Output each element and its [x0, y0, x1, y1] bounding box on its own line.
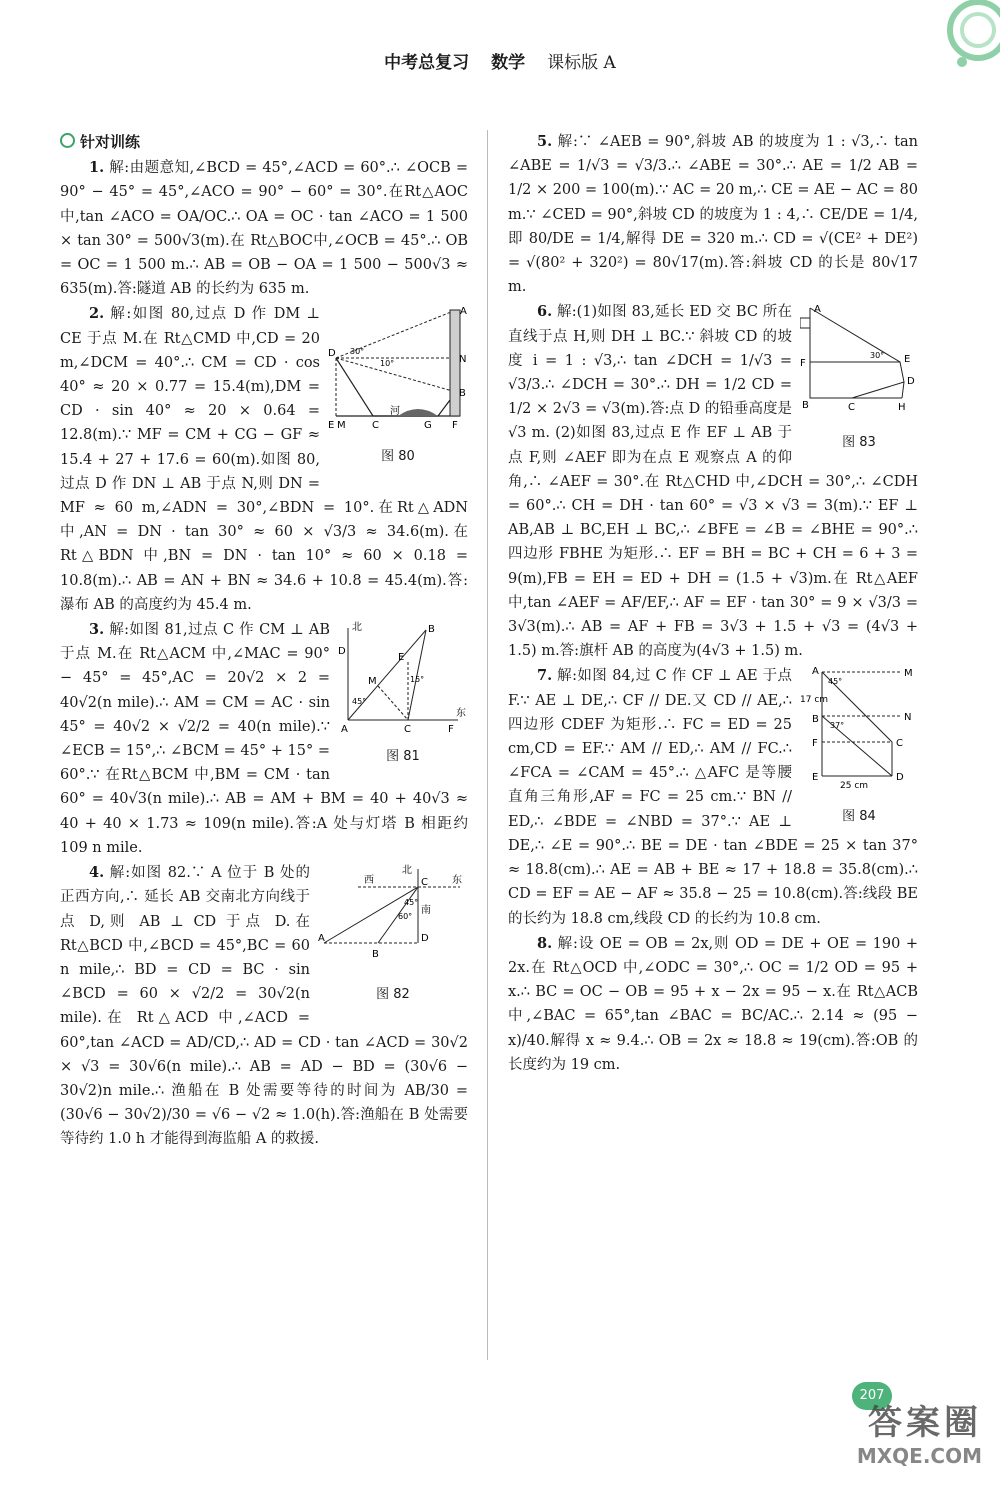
- figure-82: [318, 863, 468, 1007]
- solution-text: 解:如图 81,过点 C 作 CM ⊥ AB 于点 M.在 Rt△ACM 中,∠MAC = 90° − 45° = 45°,AC = 20√2 × 2 = 40√2(n mile).∴ AM = CM = AC · sin 45° = 40√2 × √2/2 = 40(n mile).∵ ∠ECB = 15°,∴ ∠BCM = 45° + 15° = 60°.∵ 在Rt△BCM 中,BM = CM · tan 60° = 40√3(n mile).∴ AB = AM + BM = 40 + 40√3 ≈ 40 + 40 × 1.73 ≈ 109(n mile).答:A 处与灯塔 B 相距约 109 n mile.: [60, 622, 468, 856]
- solution-text: 解:设 OE = OB = 2x,则 OD = DE + OE = 190 + 2x.在 Rt△OCD 中,∠ODC = 30°,∴ OC = 1/2 OD = 95 + x.∴ BC = OC − OB = 95 + x − 2x = 95 − x.在 Rt△ACB 中,∠BAC = 65°,tan ∠BAC = BC/AC.∴ 2.14 ≈ (95 − x)/40.解得 x ≈ 9.4.∴ OB = 2x ≈ 18.8 ≈ 19(cm).答:OB 的长度约为 19 cm.: [508, 935, 918, 1073]
- fig82-label: 60°: [398, 912, 413, 922]
- fig81-label: D: [338, 646, 346, 658]
- page-header: [0, 48, 1000, 73]
- solution-5: [508, 130, 918, 299]
- header-edition: 课标版 A: [547, 53, 616, 73]
- solution-number: 2.: [89, 305, 105, 323]
- fig83-label: 30°: [870, 351, 885, 361]
- fig82-label: A: [318, 933, 325, 945]
- fig80-label: F: [452, 420, 458, 432]
- solution-text: 解:∵ ∠AEB = 90°,斜坡 AB 的坡度为 1 : √3,∴ tan ∠ABE = 1/√3 = √3/3.∴ ∠ABE = 30°.∴ AE = 1/2 AB = 1/2 × 200 = 100(m).∵ AC = 20 m,∴ CE = AE − AC = 80 m.∵ ∠CED = 90°,斜坡 CD 的坡度为 1 : 4,∴ CE/DE = 1/4,即 80/DE = 1/4,解得 DE = 320 m.∴ CD = √(CE² + DE²) = √(80² + 320²) = 80√17(m).答:斜坡 CD 的长是 80√17 m.: [508, 134, 919, 296]
- figure-caption: 图 81: [386, 749, 420, 765]
- figure-81: [338, 620, 468, 769]
- header-title: 中考总复习: [384, 53, 470, 73]
- fig81-label: B: [428, 624, 435, 636]
- fig84-label: F: [812, 738, 818, 750]
- watermark: [857, 1395, 982, 1468]
- fig82-label: D: [421, 933, 429, 945]
- solution-text: 解:(1)如图 83,延长 ED 交 BC 所在直线于点 H,则 DH ⊥ BC.∵ 斜坡 CD 的坡度 i = 1 : √3,∴ tan ∠DCH = 1/√3 = √3/3.∴ ∠DCH = 30°.∴ DH = 1/2 CD = 1/2 × 2√3 = √3(m).答:点 D 的铅垂高度是 √3 m. (2)如图 83,过点 E 作 EF ⊥ AB 于点 F,则 ∠AEF 即为在点 E 观察点 A 的仰角,∴ ∠AEF = 30°.在 Rt△CHD 中,∠DCH = 30°,∴ ∠CDH = 60°.∴ CH = DH · tan 60° = √3 × √3 = 3(m).∵ EF ⊥ AB,AB ⊥ BC,EH ⊥ BC,∴ ∠BFE = ∠B = ∠BHE = 90°.∴ 四边形 FBHE 为矩形.∴ EF = BH = BC + CH = 6 + 3 = 9(m),FB = EH = ED + DH = (1.5 + √3)m.在 Rt△AEF 中,tan ∠AEF = AF/EF,∴ AF = EF · tan 30° = 9 × √3/3 = 3√3(m).∴ AB = AF + FB = 3√3 + 1.5 + √3 = (4√3 + 1.5) m.答:旗杆 AB 的高度为(4√3 + 1.5) m.: [508, 304, 918, 660]
- fig84-label: 25 cm: [840, 781, 869, 792]
- fig82-label: 45°: [404, 898, 419, 908]
- right-column: [508, 130, 918, 1078]
- fig80-label: M: [337, 420, 346, 432]
- figure-caption: 图 84: [842, 808, 876, 824]
- fig82-label: 西: [364, 875, 374, 887]
- fig82-label: B: [372, 949, 379, 961]
- figure-caption: 图 80: [381, 448, 415, 464]
- fig84-label: 37°: [830, 721, 845, 731]
- fig83-label: B: [802, 400, 809, 412]
- fig81-label: M: [368, 676, 377, 688]
- watermark-logo-text: 答案圈: [868, 1403, 982, 1443]
- fig84-label: 45°: [828, 677, 843, 687]
- solution-number: 4.: [89, 864, 105, 882]
- fig80-label: D: [328, 348, 336, 360]
- solution-1: [60, 156, 468, 301]
- figure-81-diagram: [338, 620, 468, 735]
- fig84-label: A: [812, 666, 819, 678]
- fig81-label: C: [404, 724, 411, 736]
- fig80-label: 10°: [380, 359, 395, 369]
- solution-text: 解:如图 80,过点 D 作 DM ⊥ CE 于点 M.在 Rt△CMD 中,CD = 20 m,∠DCM = 40°.∴ CM = CD · cos 40° ≈ 20 × 0.77 = 15.4(m),DM = CD · sin 40° ≈ 20 × 0.64 = 12.8(m).∵ MF = CM + CG − GF ≈ 15.4 + 27 + 17.6 = 60(m).如图 80,过点 D 作 DN ⊥ AB 于点 N,则 DN = MF ≈ 60 m,∠ADN = 30°,∠BDN = 10°.在Rt△ADN 中,AN = DN · tan 30° ≈ 60 × √3/3 ≈ 34.6(m).在Rt△BDN 中,BN = DN · tan 10° ≈ 60 × 0.18 = 10.8(m).∴ AB = AN + BN ≈ 34.6 + 10.8 = 45.4(m).答:瀑布 AB 的高度约为 45.4 m.: [60, 306, 468, 613]
- figure-83: [800, 302, 918, 454]
- figure-82-diagram: [318, 863, 468, 973]
- solution-number: 1.: [89, 159, 105, 177]
- fig83-label: H: [898, 402, 906, 414]
- fig84-label: E: [812, 772, 819, 784]
- fig81-label: A: [341, 724, 348, 736]
- section-bullet-icon: [60, 133, 75, 148]
- figure-80: [328, 304, 468, 468]
- figure-caption: 图 82: [376, 987, 410, 1003]
- fig80-label: N: [459, 354, 467, 366]
- section-heading: [60, 130, 468, 154]
- left-column: [60, 130, 468, 1153]
- solution-number: 3.: [89, 621, 105, 639]
- fig83-label: C: [848, 402, 855, 414]
- section-title: 针对训练: [80, 133, 141, 151]
- fig82-label: 东: [452, 875, 462, 887]
- fig82-label: 北: [402, 865, 412, 877]
- fig84-label: N: [904, 712, 912, 724]
- watermark-url: MXQE.COM: [856, 1444, 982, 1468]
- fig82-label: 南: [421, 905, 431, 917]
- fig81-label: 北: [352, 622, 362, 634]
- figure-caption: 图 83: [842, 434, 876, 450]
- corner-decoration-icon: [900, 0, 1000, 90]
- solution-text: 解:如图 82.∵ A 位于 B 处的正西方向,∴ 延长 AB 交南北方向线于点 D,则 AB ⊥ CD 于点 D.在 Rt△BCD 中,∠BCD = 45°,BC = 60 n mile,∴ BD = CD = BC · sin ∠BCD = 60 × √2/2 = 30√2(n mile).在 Rt△ACD 中,∠ACD = 60°,tan ∠ACD = AD/CD,∴ AD = CD · tan ∠ACD = 30√2 × √3 = 30√6(n mile).∴ AB = AD − BD = (30√6 − 30√2)n mile.∴ 渔船在 B 处需要等待的时间为 AB/30 = (30√6 − 30√2)/30 = √6 − √2 ≈ 1.0(h).答:渔船在 B 处需要等待约 1.0 h 才能得到海监船 A 的救援.: [60, 865, 468, 1148]
- solution-number: 6.: [537, 303, 553, 321]
- fig80-label: G: [424, 420, 432, 432]
- figure-84: [800, 666, 918, 828]
- page-number: 207: [852, 1382, 892, 1410]
- column-divider: [487, 130, 488, 1360]
- fig84-label: C: [896, 738, 903, 750]
- fig82-label: C: [421, 877, 428, 889]
- figure-84-diagram: [800, 666, 918, 794]
- figure-80-diagram: [328, 304, 468, 434]
- fig84-label: M: [904, 668, 913, 680]
- solution-number: 7.: [537, 667, 553, 685]
- figure-83-diagram: [800, 302, 918, 420]
- fig80-label: B: [459, 388, 466, 400]
- fig80-label: C: [372, 420, 379, 432]
- fig80-label: A: [460, 306, 467, 318]
- fig83-label: D: [907, 376, 915, 388]
- fig83-label: A: [814, 304, 821, 316]
- solution-text: 解:如图 84,过 C 作 CF ⊥ AE 于点 F.∵ AE ⊥ DE,∴ CF // DE.又 CD // AE,∴ 四边形 CDEF 为矩形.∴ FC = ED = 25 cm,CD = EF.∵ AM // ED,∴ AM // FC.∴ ∠FCA = ∠CAM = 45°.∴ △AFC 是等腰直角三角形,AF = FC = 25 cm.∵ BN // ED,∴ ∠BDE = ∠NBD = 37°.∵ AE ⊥ DE,∴ ∠E = 90°.∴ BE = DE · tan ∠BDE = 25 × tan 37° ≈ 18.8(cm).∴ AE = AB + BE ≈ 17 + 18.8 = 35.8(cm).∴ CD = EF = AE − AF ≈ 35.8 − 25 = 10.8(cm).答:线段 BE 的长约为 18.8 cm,线段 CD 的长约为 10.8 cm.: [508, 668, 918, 927]
- fig83-label: E: [904, 354, 911, 366]
- fig80-label: E: [328, 420, 335, 432]
- solution-number: 8.: [537, 934, 553, 952]
- fig81-label: 东: [456, 708, 466, 720]
- fig84-label: B: [812, 714, 819, 726]
- fig84-label: 17 cm: [800, 695, 829, 706]
- fig83-label: F: [800, 358, 806, 370]
- fig80-label: 河: [390, 406, 400, 418]
- fig81-label: 45°: [352, 697, 367, 707]
- fig84-label: D: [896, 772, 904, 784]
- fig81-label: 15°: [410, 675, 425, 685]
- header-subject: 数学: [491, 53, 526, 73]
- fig80-label: 30°: [350, 347, 365, 357]
- fig81-label: F: [448, 724, 454, 736]
- fig81-label: E: [398, 652, 405, 664]
- solution-8: [508, 932, 918, 1077]
- solution-number: 5.: [537, 133, 553, 150]
- solution-text: 解:由题意知,∠BCD = 45°,∠ACD = 60°.∴ ∠OCB = 90° − 45° = 45°,∠ACO = 90° − 60° = 30°.在Rt△AOC 中,tan ∠ACO = OA/OC.∴ OA = OC · tan ∠ACO = 1 500 × tan 30° = 500√3(m).在 Rt△BOC中,∠OCB = 45°.∴ OB = OC = 1 500 m.∴ AB = OB − OA = 1 500 − 500√3 ≈ 635(m).答:隧道 AB 的长约为 635 m.: [60, 160, 468, 298]
